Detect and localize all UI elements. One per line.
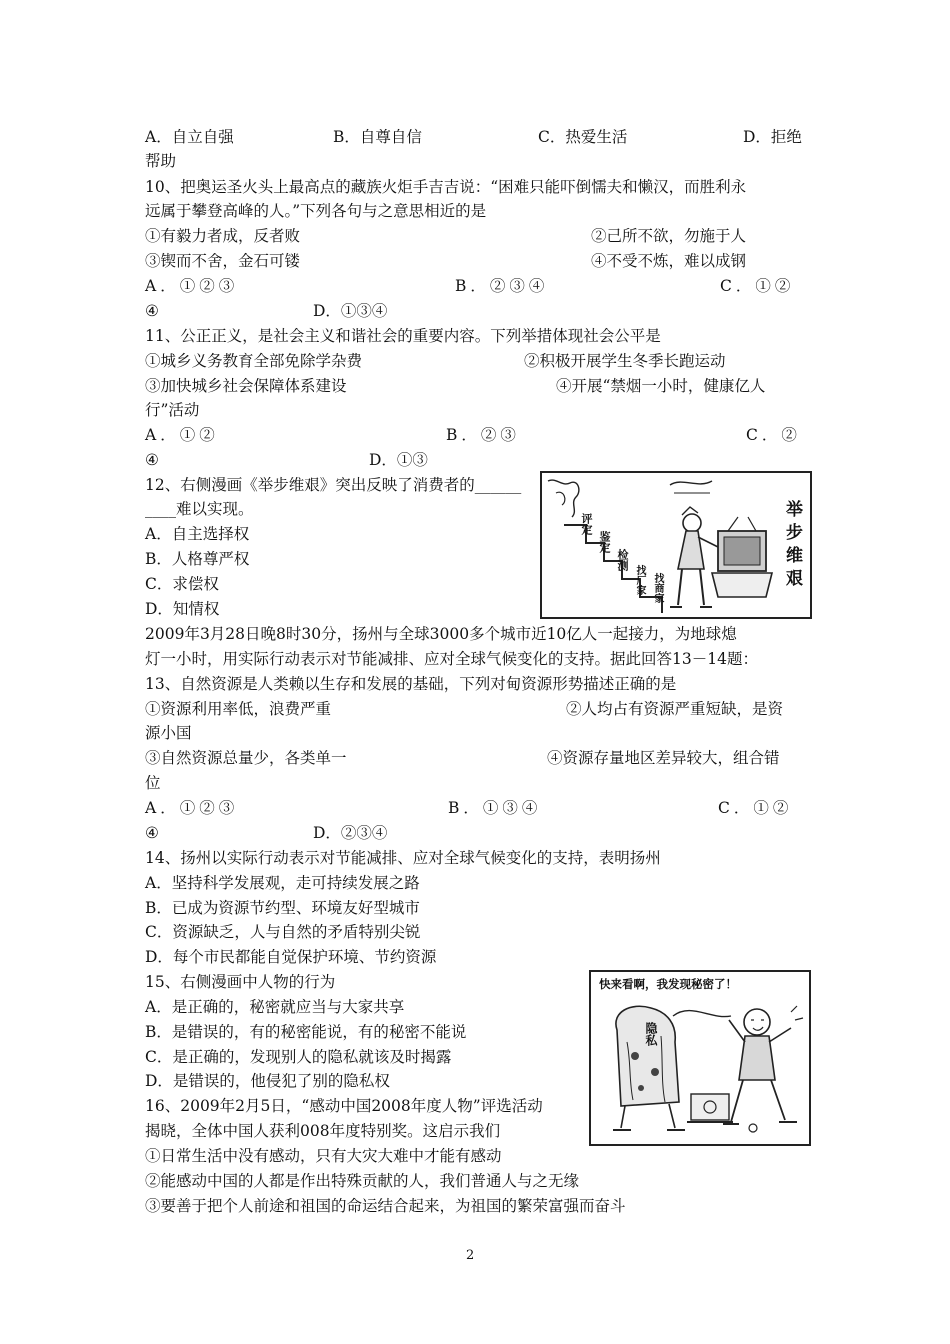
cartoon-step-1: 评定: [580, 513, 593, 535]
intro-line2: 灯一小时，用实际行动表示对节能减排、应对全球气候变化的支持。据此回答13－14题：: [145, 650, 758, 668]
q11-statement-4-continued: 行”活动: [145, 401, 200, 419]
q13-option-d: D．②③④: [313, 824, 388, 842]
q13-statement-3: ③自然资源总量少，各类单一: [145, 749, 347, 767]
q11-option-c: C．②: [746, 426, 801, 444]
cartoon-step-3: 检测: [616, 549, 629, 571]
q15-option-d: D．是错误的，他侵犯了别的隐私权: [145, 1072, 390, 1090]
q16-statement-1: ①日常生活中没有感动，只有大灾大难中才能有感动: [145, 1147, 502, 1165]
cartoon-privacy-label: 隐私: [644, 1022, 658, 1046]
q9-option-c: C．热爱生活: [538, 128, 628, 146]
q12-option-c: C．求偿权: [145, 575, 219, 593]
q11-statement-2: ②积极开展学生冬季长跑运动: [524, 352, 726, 370]
q15-option-a: A．是正确的，秘密就应当与大家共享: [145, 998, 405, 1016]
q9-option-b: B．自尊自信: [333, 128, 422, 146]
cartoon-speech-text: 快来看啊，我发现秘密了！: [599, 977, 737, 991]
q12-stem-line1: 12、右侧漫画《举步维艰》突出反映了消费者的______: [145, 476, 522, 494]
q11-statement-1: ①城乡义务教育全部免除学杂费: [145, 352, 363, 370]
q14-stem: 14、扬州以实际行动表示对节能减排、应对全球气候变化的支持，表明扬州: [145, 849, 661, 867]
cartoon-jubuweijian-drawing: [542, 473, 810, 617]
q11-statement-4: ④开展“禁烟一小时，健康亿人: [556, 377, 766, 395]
q10-option-c: C．①②: [720, 277, 795, 295]
cartoon-title-char: 步: [786, 523, 803, 543]
q10-stem-line2: 远属于攀登高峰的人。”下列各句与之意思相近的是: [145, 202, 487, 220]
q9-option-d-continued: 帮助: [145, 152, 177, 170]
q13-option-c: C．①②: [718, 799, 793, 817]
q15-option-c: C．是正确的，发现别人的隐私就该及时揭露: [145, 1048, 452, 1066]
q10-statement-1: ①有毅力者成，反者败: [145, 227, 301, 245]
q13-statement-2: ②人均占有资源严重短缺，是资: [566, 700, 784, 718]
q10-statement-2: ②己所不欲，勿施于人: [591, 227, 747, 245]
q13-statement-1: ①资源利用率低，浪费严重: [145, 700, 332, 718]
q12-option-b: B．人格尊严权: [145, 550, 250, 568]
q13-statement-4-continued: 位: [145, 774, 161, 792]
q11-option-b: B．②③: [446, 426, 520, 444]
q12-option-d: D．知情权: [145, 600, 220, 618]
q10-option-b: B．②③④: [455, 277, 549, 295]
cartoon-title-char: 举: [786, 500, 803, 520]
cartoon-step-2: 鉴定: [598, 531, 611, 553]
q16-statement-3: ③要善于把个人前途和祖国的命运结合起来，为祖国的繁荣富强而奋斗: [145, 1197, 626, 1215]
cartoon-title: [786, 499, 803, 591]
cartoon-step-5: 找商家: [652, 573, 663, 603]
q13-statement-2-continued: 源小国: [145, 724, 192, 742]
q11-option-c-continued: ④: [145, 451, 159, 469]
cartoon-title-char: 艰: [786, 569, 803, 589]
cartoon-privacy: [589, 970, 811, 1146]
q11-stem: 11、公正正义，是社会主义和谐社会的重要内容。下列举措体现社会公平是: [145, 327, 661, 345]
q13-option-a: A．①②③: [145, 799, 239, 817]
intro-line1: 2009年3月28日晚8时30分，扬州与全球3000多个城市近10亿人一起接力，为地球熄: [145, 625, 737, 643]
q10-statement-3: ③锲而不舍，金石可镂: [145, 252, 301, 270]
q9-option-a: A．自立自强: [145, 128, 234, 146]
cartoon-jubuweijian: [540, 471, 812, 619]
q14-option-d: D．每个市民都能自觉保护环境、节约资源: [145, 948, 437, 966]
q10-option-c-continued: ④: [145, 302, 159, 320]
cartoon-title-char: 维: [786, 546, 803, 566]
page-number: 2: [466, 1248, 475, 1263]
q13-stem: 13、自然资源是人类赖以生存和发展的基础，下列对甸资源形势描述正确的是: [145, 675, 677, 693]
q11-option-a: A．①②: [145, 426, 219, 444]
q14-option-b: B．已成为资源节约型、环境友好型城市: [145, 899, 420, 917]
q13-option-b: B．①③④: [448, 799, 542, 817]
q11-option-d: D．①③: [369, 451, 428, 469]
q10-option-d: D．①③④: [313, 302, 388, 320]
cartoon-step-4: 找厂家: [634, 565, 645, 595]
q13-statement-4: ④资源存量地区差异较大，组合错: [547, 749, 780, 767]
q12-option-a: A．自主选择权: [145, 525, 250, 543]
q12-stem-line2: ____难以实现。: [145, 500, 254, 518]
q16-stem-line1: 16、2009年2月5日，“感动中国2008年度人物”评选活动: [145, 1097, 543, 1115]
q14-option-a: A．坚持科学发展观，走可持续发展之路: [145, 874, 420, 892]
q11-statement-3: ③加快城乡社会保障体系建设: [145, 377, 347, 395]
q15-stem: 15、右侧漫画中人物的行为: [145, 973, 336, 991]
q14-option-c: C．资源缺乏，人与自然的矛盾特别尖锐: [145, 923, 421, 941]
q9-option-d: D．拒绝: [743, 128, 802, 146]
q10-stem-line1: 10、把奥运圣火头上最高点的藏族火炬手吉吉说：“困难只能吓倒懦夫和懒汉，而胜利永: [145, 178, 747, 196]
q13-option-c-continued: ④: [145, 824, 159, 842]
cartoon-privacy-drawing: [591, 972, 809, 1144]
q15-option-b: B．是错误的，有的秘密能说，有的秘密不能说: [145, 1023, 467, 1041]
q16-statement-2: ②能感动中国的人都是作出特殊贡献的人，我们普通人与之无缘: [145, 1172, 580, 1190]
q16-stem-line2: 揭晓，全体中国人获利008年度特别奖。这启示我们: [145, 1122, 501, 1140]
q10-option-a: A．①②③: [145, 277, 239, 295]
q10-statement-4: ④不受不炼，难以成钢: [591, 252, 747, 270]
